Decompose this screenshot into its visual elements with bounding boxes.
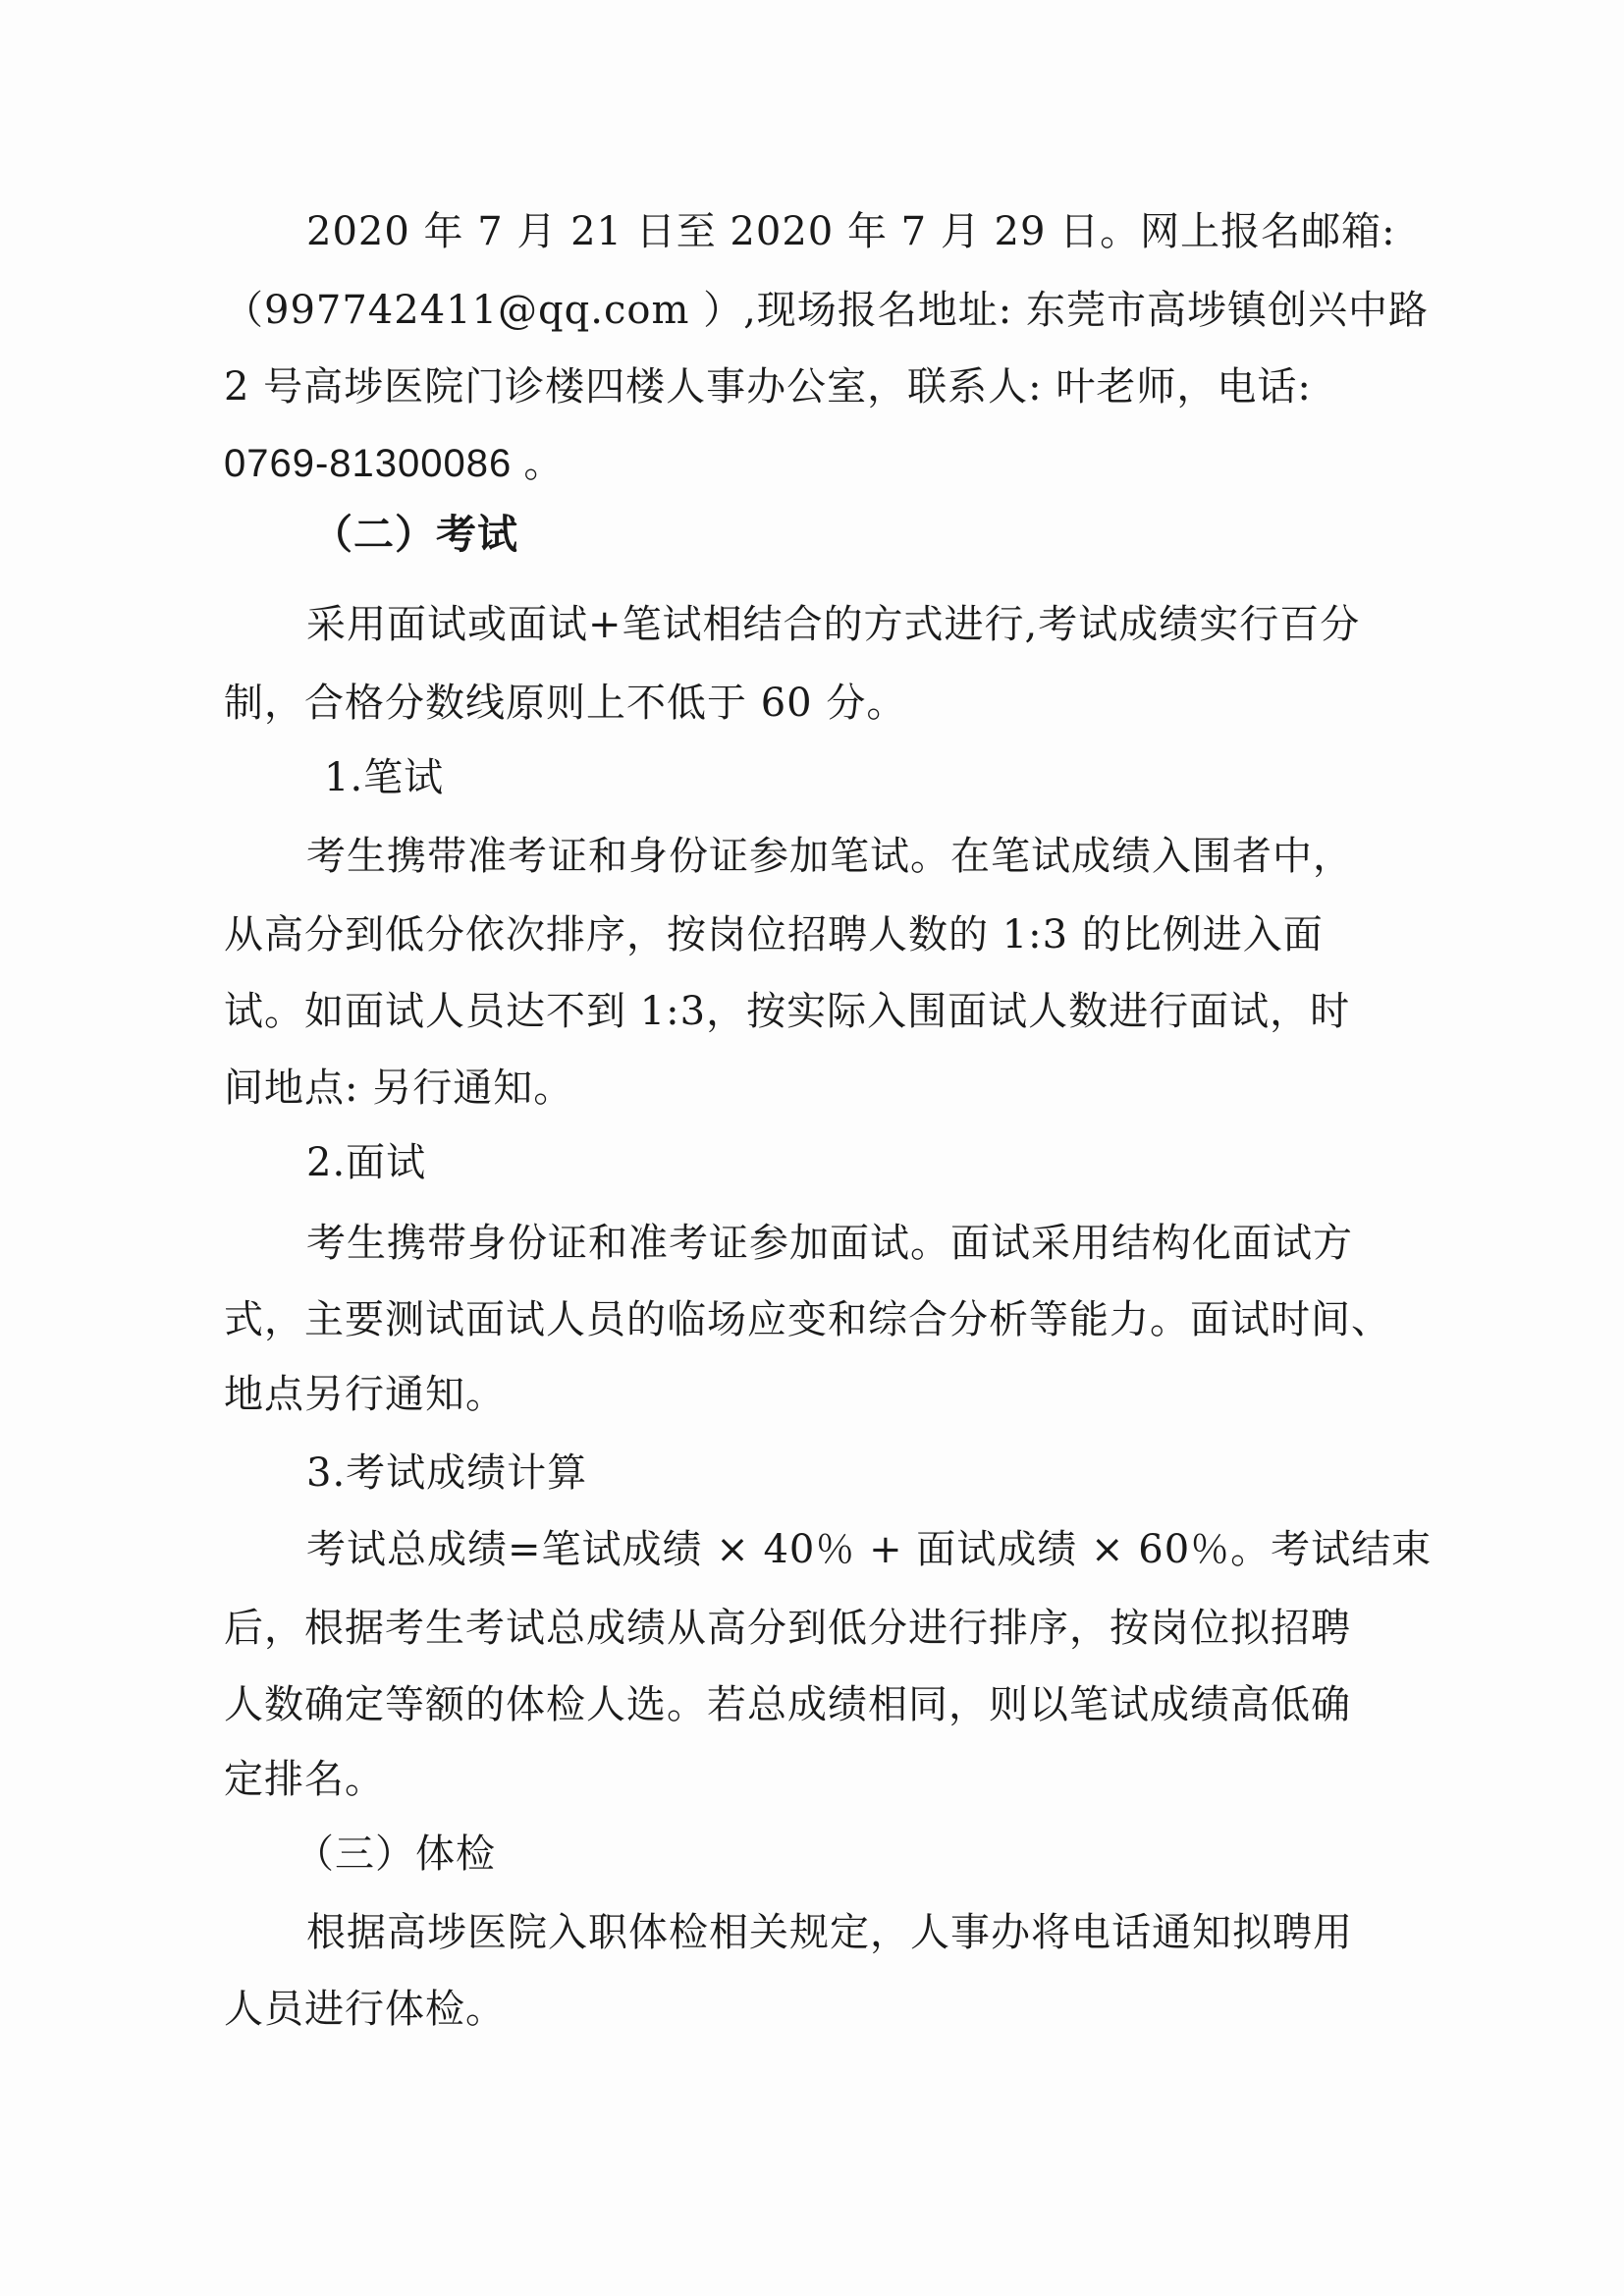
subheading-interview: 2.面试	[306, 1140, 427, 1185]
text-line-14: 考生携带身份证和准考证参加面试。面试采用结构化面试方	[306, 1221, 1353, 1266]
text-line-11: 试。如面试人员达不到 1:3，按实际入围面试人数进行面试，时	[224, 989, 1351, 1034]
text-line-21: 定排名。	[224, 1757, 385, 1802]
text-line-24: 人员进行体检。	[224, 1987, 506, 2032]
text-line-1: 2020 年 7 月 21 日至 2020 年 7 月 29 日。网上报名邮箱:	[306, 209, 1396, 254]
section-heading-medical-check: （三）体检	[295, 1831, 496, 1877]
text-line-19: 后，根据考生考试总成绩从高分到低分进行排序，按岗位拟招聘	[224, 1606, 1351, 1651]
subheading-written-exam: 1.笔试	[324, 755, 445, 800]
text-line-20: 人数确定等额的体检人选。若总成绩相同，则以笔试成绩高低确	[224, 1682, 1351, 1727]
text-line-15: 式，主要测试面试人员的临场应变和综合分析等能力。面试时间、	[224, 1297, 1391, 1342]
text-line-18: 考试总成绩=笔试成绩 × 40％ + 面试成绩 × 60％。考试结束	[306, 1527, 1433, 1572]
section-heading-exam: （二）考试	[312, 511, 518, 558]
text-line-6: 采用面试或面试+笔试相结合的方式进行,考试成绩实行百分	[306, 602, 1361, 647]
text-line-10: 从高分到低分依次排序，按岗位招聘人数的 1:3 的比例进入面	[224, 912, 1324, 957]
text-line-9: 考生携带准考证和身份证参加笔试。在笔试成绩入围者中，	[306, 834, 1353, 879]
text-line-3: 2 号高埗医院门诊楼四楼人事办公室，联系人: 叶老师，电话:	[224, 364, 1312, 410]
text-line-2: （997742411@qq.com ）,现场报名地址: 东莞市高埗镇创兴中路	[224, 288, 1430, 333]
text-line-16: 地点另行通知。	[224, 1372, 506, 1417]
text-line-4: 0769-81300086 。	[224, 442, 565, 485]
subheading-score-calculation: 3.考试成绩计算	[306, 1450, 588, 1496]
text-line-23: 根据高埗医院入职体检相关规定，人事办将电话通知拟聘用	[306, 1910, 1353, 1955]
text-line-12: 间地点: 另行通知。	[224, 1066, 574, 1111]
text-line-7: 制，合格分数线原则上不低于 60 分。	[224, 681, 907, 726]
